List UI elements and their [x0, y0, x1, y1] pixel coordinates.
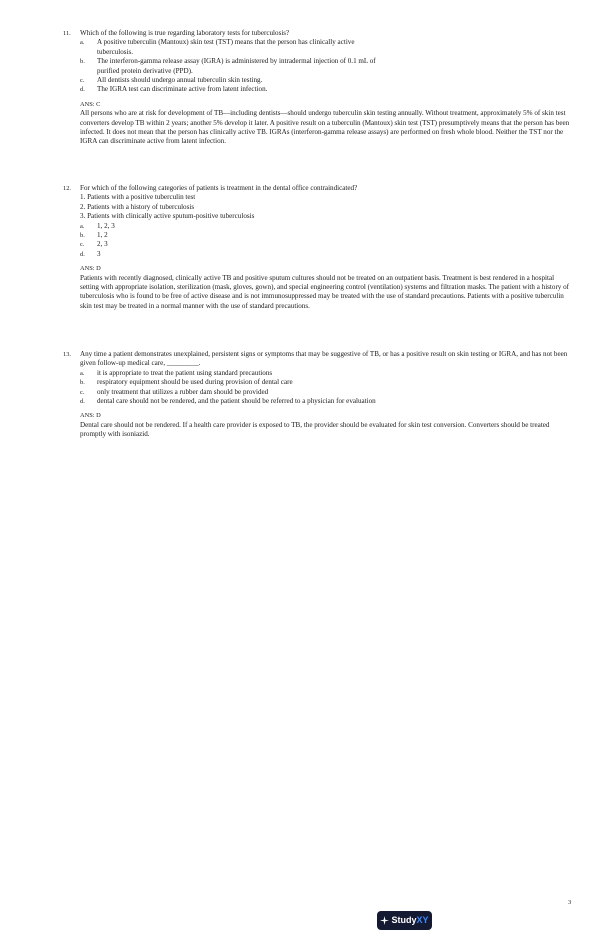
answer-key: ANS: D [80, 265, 101, 273]
option-text: dental care should not be rendered, and the patient should be referred to a physician for evaluation [97, 397, 376, 406]
option [80, 240, 581, 249]
answer-rationale: Dental care should not be rendered. If a health care provider is exposed to TB, the provider should be evaluated for skin test conversion. Converters should be treated promptly with isoniazid. [80, 420, 550, 439]
option-text: 1, 2, 3 [97, 221, 115, 230]
question-number: 11. [63, 30, 71, 37]
option-text: 1, 2 [97, 231, 108, 240]
option-letter: c. [80, 77, 85, 85]
studyxy-logo [377, 911, 432, 930]
question-stem [63, 184, 581, 193]
option-text: 2, 3 [97, 240, 108, 249]
option-text: The IGRA test can discriminate active from latent infection. [97, 85, 268, 94]
option-text: All dentists should undergo annual tuberculin skin testing. [97, 76, 263, 85]
logo-suffix: XY [416, 914, 429, 925]
option-letter: b. [80, 379, 85, 387]
option [80, 231, 581, 240]
option [80, 369, 581, 378]
option-list [80, 369, 581, 407]
option-letter: a. [80, 39, 85, 47]
question-text: Any time a patient demonstrates unexplained, persistent signs or symptoms that may be suggestive of TB, or has a positive result on skin testing or IGRA, and has not been given follow-up medical care, _________. [80, 350, 568, 368]
option [80, 378, 581, 387]
question-stem [63, 350, 581, 369]
question-stem [63, 29, 581, 38]
statement-item: 3. Patients with clinically active sputum-positive tuberculosis [80, 212, 255, 221]
option [80, 76, 581, 85]
option-text: respiratory equipment should be used during provision of dental care [97, 378, 293, 387]
question-number: 12. [63, 185, 71, 192]
option [80, 250, 581, 259]
logo-text [391, 916, 428, 925]
option [80, 222, 581, 231]
question-number: 13. [63, 351, 71, 358]
option-letter: a. [80, 369, 85, 377]
option-letter: a. [80, 222, 85, 230]
option-text: 3 [97, 249, 101, 258]
option-letter: b. [80, 232, 85, 240]
question-text: Which of the following is true regarding laboratory tests for tuberculosis? [80, 29, 290, 37]
option-letter: d. [80, 86, 85, 94]
question-11 [63, 29, 581, 147]
option-text: The interferon-gamma release assay (IGRA) is administered by intradermal injection of 0.1 mL of purified protein derivative (PPD). [97, 57, 376, 75]
option [80, 388, 581, 397]
question-12 [63, 184, 581, 311]
option-text: only treatment that utilizes a rubber dam should be provided [97, 387, 269, 396]
option-list [80, 38, 581, 94]
option [80, 397, 581, 406]
question-text: For which of the following categories of patients is treatment in the dental office contraindicated? [80, 184, 358, 192]
sparkle-icon [380, 916, 389, 925]
answer-key: ANS: C [80, 100, 101, 108]
option [80, 85, 581, 94]
answer-key: ANS: D [80, 412, 101, 420]
page-number: 3 [568, 899, 572, 906]
question-13 [63, 350, 581, 440]
statement-item: 2. Patients with a history of tuberculosis [80, 202, 195, 211]
option-letter: d. [80, 250, 85, 258]
answer-rationale: All persons who are at risk for development of TB—including dentists—should undergo tuberculin skin testing annually. Without treatment, approximately 5% of skin test converters develop TB within 2 years; another 5% develop it later. A positive result on a tuberculin (Mantoux) skin test (TST) presumptively means that the person has been infected. It does not mean that the person has clinically active TB. IGRAs (interferon-gamma release assays) are performed on fresh whole blood. Neither the TST nor the IGRA can discriminate active from latent infection. [80, 109, 570, 146]
option-text: A positive tuberculin (Mantoux) skin test (TST) means that the person has clinically active tuberculosis. [97, 38, 355, 56]
option-letter: c. [80, 388, 85, 396]
option-text: it is appropriate to treat the patient using standard precautions [97, 368, 273, 377]
option [80, 38, 581, 57]
option-letter: b. [80, 58, 85, 66]
statement-item: 1. Patients with a positive tuberculin test [80, 193, 196, 202]
answer-rationale: Patients with recently diagnosed, clinically active TB and positive sputum cultures should not be treated on an outpatient basis. Treatment is best rendered in a hospital setting with appropriate isolation, sterilization (mask, gloves, gown), and special engineering control (ventilation) systems and filtration masks. The patient with a history of tuberculosis who is found to be free of active disease and is not immunosuppressed may be treated with the use of standard precautions. Patients with a positive tuberculin skin test may be treated in a normal manner with the use of standard precautions. [80, 273, 570, 310]
option-letter: d. [80, 398, 85, 406]
logo-prefix: Study [391, 914, 417, 925]
option-list [80, 222, 581, 260]
option-letter: c. [80, 241, 85, 249]
option [80, 57, 581, 76]
